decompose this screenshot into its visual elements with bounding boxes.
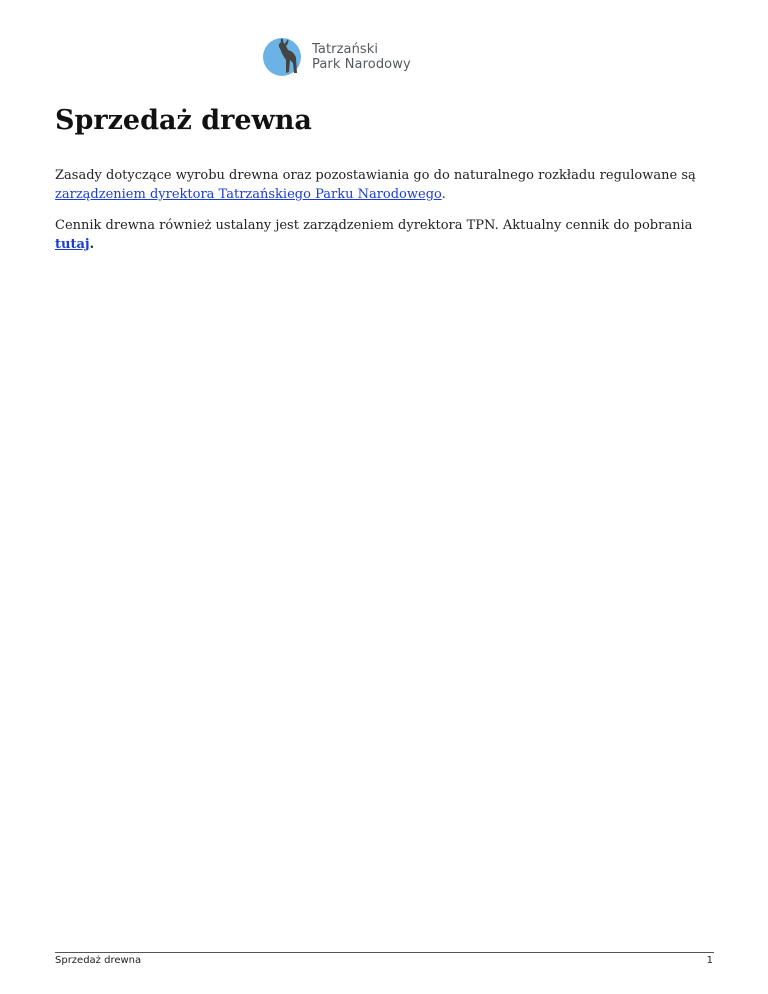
page-number: 1	[706, 955, 713, 966]
paragraph-rules-text: Zasady dotyczące wyrobu drewna oraz pozostawiania go do naturalnego rozkładu regulowane są	[55, 168, 696, 183]
article-content	[55, 104, 715, 254]
page-title: Sprzedaż drewna	[55, 105, 312, 136]
logo-line-1: Tatrzański	[312, 42, 379, 57]
chamois-logo-icon	[262, 36, 304, 78]
park-logo	[262, 36, 411, 78]
pricelist-download-link[interactable]: tutaj	[55, 237, 90, 252]
logo-line-2: Park Narodowy	[312, 57, 411, 72]
footer-divider	[55, 952, 714, 953]
paragraph-pricelist	[55, 216, 715, 254]
paragraph-rules-tail: .	[441, 187, 446, 202]
paragraph-pricelist-tail: .	[89, 237, 95, 252]
ordinance-link[interactable]: zarządzeniem dyrektora Tatrzańskiego Parku Narodowego	[55, 187, 442, 202]
paragraph-pricelist-text: Cennik drewna również ustalany jest zarządzeniem dyrektora TPN. Aktualny cennik do pobrania	[55, 218, 693, 233]
logo-wordmark	[312, 42, 411, 72]
footer-title: Sprzedaż drewna	[55, 955, 142, 966]
paragraph-rules	[55, 166, 715, 204]
